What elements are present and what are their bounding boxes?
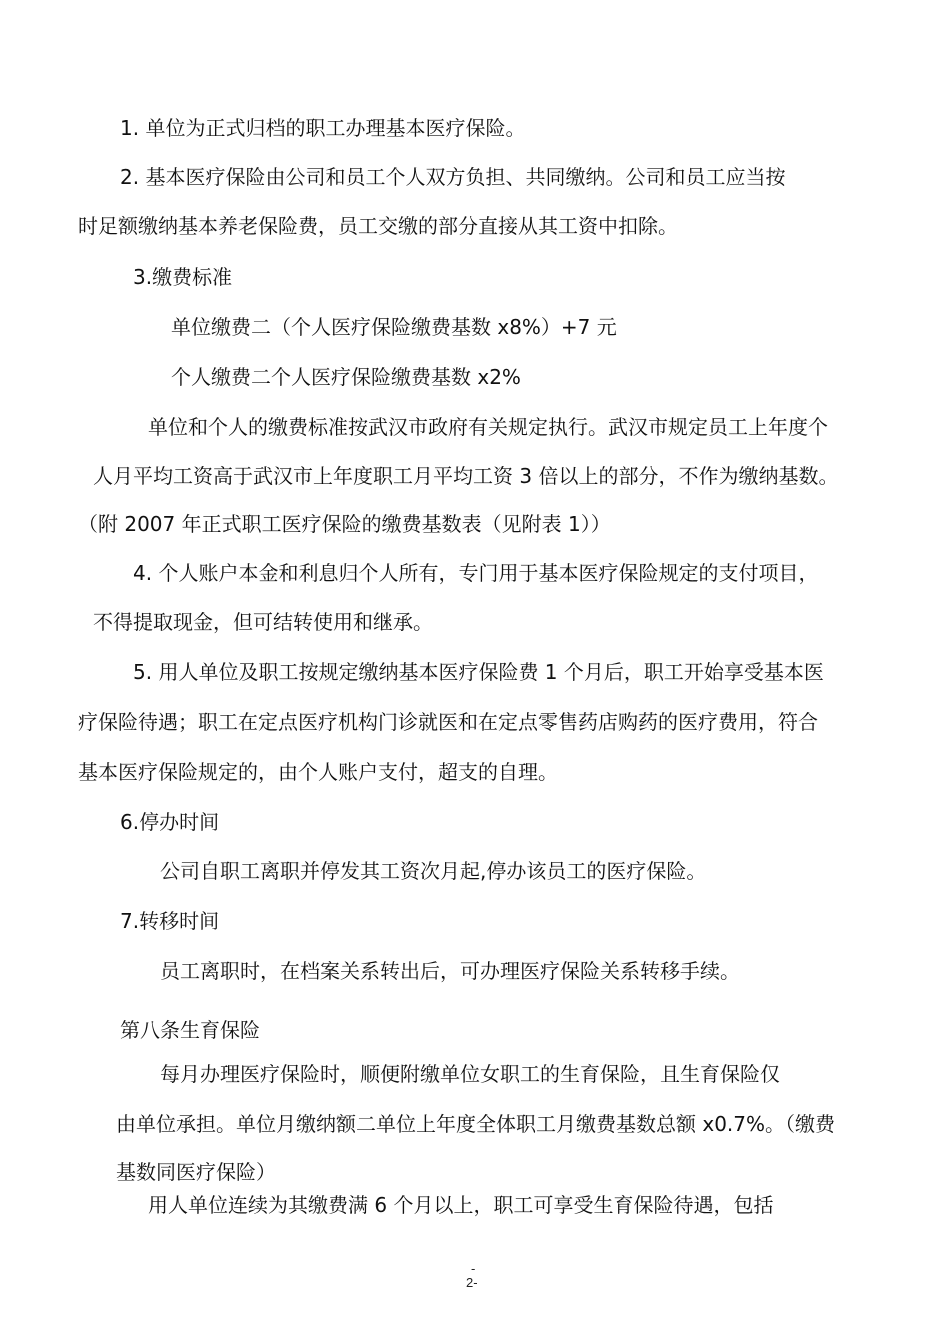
paragraph-line: 2. 基本医疗保险由公司和员工个人双方负担、共同缴纳。公司和员工应当按 [120,165,786,189]
paragraph-line: 用人单位连续为其缴费满 6 个月以上，职工可享受生育保险待遇，包括 [148,1193,774,1217]
paragraph-line: 1. 单位为正式归档的职工办理基本医疗保险。 [120,116,526,140]
paragraph-line: 单位和个人的缴费标准按武汉市政府有关规定执行。武汉市规定员工上年度个 [148,415,828,439]
paragraph-line: 员工离职时，在档案关系转出后，可办理医疗保险关系转移手续。 [160,959,740,983]
paragraph-line: 6.停办时间 [120,810,220,834]
paragraph-line: 由单位承担。单位月缴纳额二单位上年度全体职工月缴费基数总额 x0.7%。（缴费 [116,1112,836,1136]
paragraph-line: 人月平均工资高于武汉市上年度职工月平均工资 3 倍以上的部分，不作为缴纳基数。 [93,464,839,488]
paragraph-line: 5. 用人单位及职工按规定缴纳基本医疗保险费 1 个月后，职工开始享受基本医 [133,660,824,684]
paragraph-line: 第八条生育保险 [120,1018,260,1042]
paragraph-line: 基数同医疗保险） [116,1160,276,1184]
paragraph-line: 基本医疗保险规定的，由个人账户支付，超支的自理。 [78,760,558,784]
paragraph-line: 时足额缴纳基本养老保险费，员工交缴的部分直接从其工资中扣除。 [78,214,678,238]
paragraph-line: 个人缴费二个人医疗保险缴费基数 x2% [171,365,521,389]
paragraph-line: 公司自职工离职并停发其工资次月起,停办该员工的医疗保险。 [160,859,707,883]
paragraph-line: 疗保险待遇；职工在定点医疗机构门诊就医和在定点零售药店购药的医疗费用，符合 [78,710,818,734]
paragraph-line: 4. 个人账户本金和利息归个人所有，专门用于基本医疗保险规定的支付项目， [133,561,819,585]
paragraph-line: 3.缴费标准 [133,265,233,289]
paragraph-line: 7.转移时间 [120,909,220,933]
page-number: 2- [466,1275,478,1290]
footer-dash: - [471,1261,476,1276]
paragraph-line: 不得提取现金，但可结转使用和继承。 [93,610,433,634]
paragraph-line: 每月办理医疗保险时，顺便附缴单位女职工的生育保险，且生育保险仅 [160,1062,780,1086]
paragraph-line: （附 2007 年正式职工医疗保险的缴费基数表（见附表 1）） [78,512,611,536]
paragraph-line: 单位缴费二（个人医疗保险缴费基数 x8%）+7 元 [171,315,617,339]
